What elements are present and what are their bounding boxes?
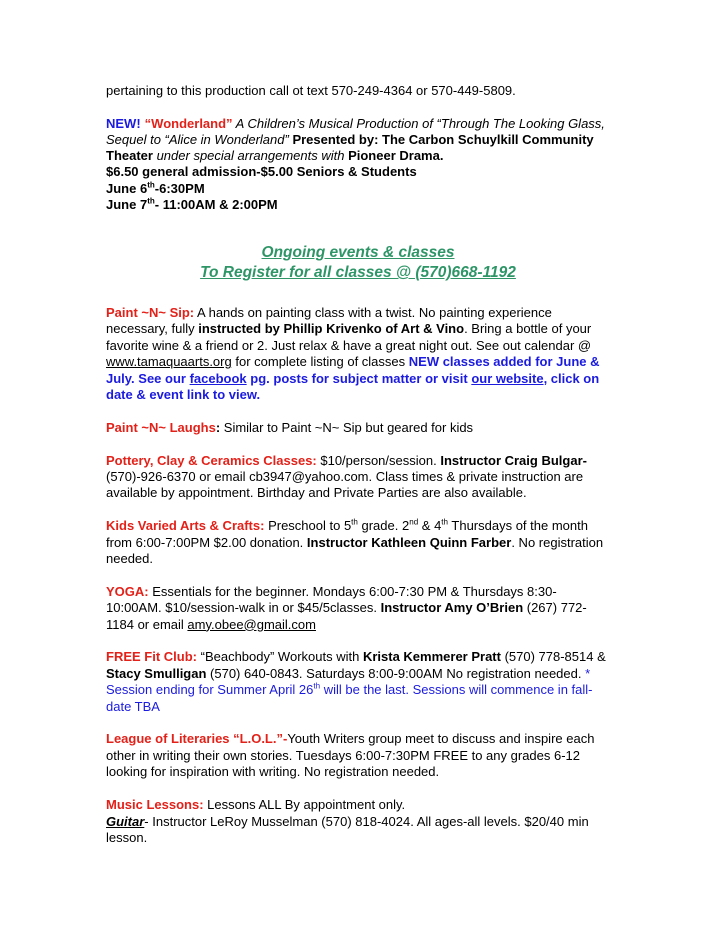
spacer xyxy=(106,403,610,419)
fit-club-body-1: “Beachbody” Workouts with xyxy=(197,649,363,665)
paint-n-laughs-body: Similar to Paint ~N~ Sip but geared for kids xyxy=(220,419,474,435)
spacer xyxy=(106,633,610,649)
wonderland-arrangement: under special arrangements with xyxy=(152,148,349,164)
class-pottery-clay-ceramics xyxy=(106,453,610,502)
paint-n-sip-blue-3: , click on date & event link to view. xyxy=(106,370,600,403)
date-1-time: -6:30PM xyxy=(154,180,205,196)
class-paint-n-laughs xyxy=(106,420,610,436)
pricing-text: $6.50 general admission-$5.00 Seniors & Students xyxy=(106,164,417,180)
class-heading-music-lessons: Music Lessons: xyxy=(106,797,204,813)
music-lessons-guitar xyxy=(106,814,610,847)
wonderland-pricing xyxy=(106,164,610,180)
music-lessons-body-1: Lessons ALL By appointment only. xyxy=(203,797,406,813)
spacer xyxy=(106,781,610,797)
heading-register xyxy=(106,263,610,283)
lol-body: Youth Writers group meet to discuss and inspire each other in writing their own stories. Tuesdays 6:00-7:30PM FREE to any grades 6-12 looking for inspiration with writing. No registration needed. xyxy=(106,731,595,780)
spacer xyxy=(106,99,610,115)
spacer xyxy=(106,213,610,243)
kids-arts-instructor: Instructor Kathleen Quinn Farber xyxy=(306,534,512,550)
class-heading-fit-club: FREE Fit Club: xyxy=(106,649,197,665)
wonderland-date-2 xyxy=(106,197,610,213)
heading-ongoing-events xyxy=(106,243,610,263)
yoga-body-2: (267) 772-1184 or email xyxy=(106,600,587,632)
spacer xyxy=(106,715,610,731)
wonderland-arrangement-company: Pioneer Drama. xyxy=(348,148,444,164)
class-heading-yoga: YOGA: xyxy=(106,583,149,599)
facebook-link[interactable]: facebook xyxy=(189,370,247,386)
kids-arts-body-3: & 4 xyxy=(418,518,442,534)
class-music-lessons xyxy=(106,797,610,813)
kids-arts-body-5: . No registration needed. xyxy=(106,534,604,567)
fit-club-notice-ordinal: th xyxy=(313,681,321,691)
date-2-ordinal: th xyxy=(147,196,155,206)
paint-n-sip-body-3: for complete listing of classes xyxy=(231,354,409,370)
yoga-instructor: Instructor Amy O’Brien xyxy=(380,600,524,616)
spacer xyxy=(106,436,610,452)
fit-club-notice-2: will be the last. Sessions will commence in fall-date TBA xyxy=(106,682,593,714)
kids-arts-ordinal-3: th xyxy=(441,517,449,527)
wonderland-description: A Children’s Musical Production of “Through The Looking Glass, Sequel to “Alice in Wonderland” xyxy=(106,115,605,147)
pottery-body-1: $10/person/session. xyxy=(316,452,441,468)
kids-arts-body-2: grade. 2 xyxy=(357,518,410,534)
class-yoga xyxy=(106,584,610,633)
paint-n-laughs-colon: : xyxy=(215,419,221,435)
class-heading-pottery: Pottery, Clay & Ceramics Classes: xyxy=(106,452,317,468)
paint-n-sip-blue-2: pg. posts for subject matter or visit xyxy=(246,370,472,386)
kids-arts-ordinal-2: nd xyxy=(409,517,419,527)
class-heading-kids-arts: Kids Varied Arts & Crafts: xyxy=(106,518,265,534)
fit-club-body-2: (570) 778-8514 & xyxy=(500,649,606,665)
tamaquaarts-website-link[interactable]: www.tamaquaarts.org xyxy=(106,354,232,370)
class-free-fit-club xyxy=(106,649,610,715)
date-2-main: June 7 xyxy=(106,196,148,212)
section-heading-group xyxy=(106,243,610,283)
class-heading-lol: League of Literaries “L.O.L.”- xyxy=(106,731,288,747)
paint-n-sip-instructor: instructed by Phillip Krivenko of Art & Vino xyxy=(198,321,465,337)
class-league-of-literaries xyxy=(106,731,610,780)
guitar-body: - Instructor LeRoy Musselman (570) 818-4024. All ages-all levels. $20/40 min lesson. xyxy=(106,813,589,845)
fit-club-body-3: (570) 640-0843. Saturdays 8:00-9:00AM No registration needed. xyxy=(206,665,586,681)
intro-text: pertaining to this production call ot text 570-249-4364 or 570-449-5809. xyxy=(106,83,516,98)
wonderland-date-1 xyxy=(106,181,610,197)
paint-n-sip-body-2: . Bring a bottle of your favorite wine & a friend or 2. Just relax & have a great night out. See out calendar @ xyxy=(106,321,592,353)
our-website-link[interactable]: our website xyxy=(471,370,544,386)
guitar-subheading: Guitar xyxy=(106,813,145,829)
new-tag: NEW! xyxy=(106,115,141,131)
wonderland-presented-by: Presented by: The Carbon Schuylkill Community Theater xyxy=(106,132,594,164)
class-paint-n-sip xyxy=(106,305,610,403)
spacer xyxy=(106,567,610,583)
document-body xyxy=(106,83,610,846)
kids-arts-body-1: Preschool to 5 xyxy=(264,518,352,534)
fit-club-notice-1: * Session ending for Summer April 26 xyxy=(106,665,591,698)
fit-club-instructor-1: Krista Kemmerer Pratt xyxy=(362,649,501,665)
spacer xyxy=(106,502,610,518)
date-1-ordinal: th xyxy=(147,180,155,190)
pottery-instructor: Instructor Craig Bulgar- xyxy=(440,452,587,468)
yoga-body-1: Essentials for the beginner. Mondays 6:00-7:30 PM & Thursdays 8:30-10:00AM. $10/session-walk in or $45/5classes. xyxy=(106,583,557,616)
class-kids-varied-arts-crafts xyxy=(106,518,610,567)
pottery-body-2: (570)-926-6370 or email cb3947@yahoo.com. Class times & private instruction are available by appointment. Birthday and Private Parties are also available. xyxy=(106,469,584,501)
yoga-email-link[interactable]: amy.obee@gmail.com xyxy=(187,616,316,632)
wonderland-block xyxy=(106,116,610,165)
paint-n-sip-body-1: A hands on painting class with a twist. No painting experience necessary, fully xyxy=(106,305,552,337)
class-heading-paint-n-sip: Paint ~N~ Sip: xyxy=(106,305,195,321)
class-heading-paint-n-laughs: Paint ~N~ Laughs xyxy=(106,419,216,435)
kids-arts-body-4: Thursdays of the month from 6:00-7:00PM $2.00 donation. xyxy=(106,518,588,550)
heading-register-text: To Register for all classes @ (570)668-1192 xyxy=(200,264,516,282)
date-1-main: June 6 xyxy=(106,180,148,196)
fit-club-instructor-2: Stacy Smulligan xyxy=(106,665,207,681)
kids-arts-ordinal-1: th xyxy=(351,517,358,527)
date-2-time: - 11:00AM & 2:00PM xyxy=(154,196,278,212)
wonderland-title: “Wonderland” xyxy=(144,115,233,131)
intro-paragraph xyxy=(106,83,610,99)
heading-ongoing-events-text: Ongoing events & classes xyxy=(261,244,455,262)
spacer xyxy=(106,283,610,305)
paint-n-sip-blue-1: NEW classes added for June & July. See our xyxy=(106,354,600,386)
